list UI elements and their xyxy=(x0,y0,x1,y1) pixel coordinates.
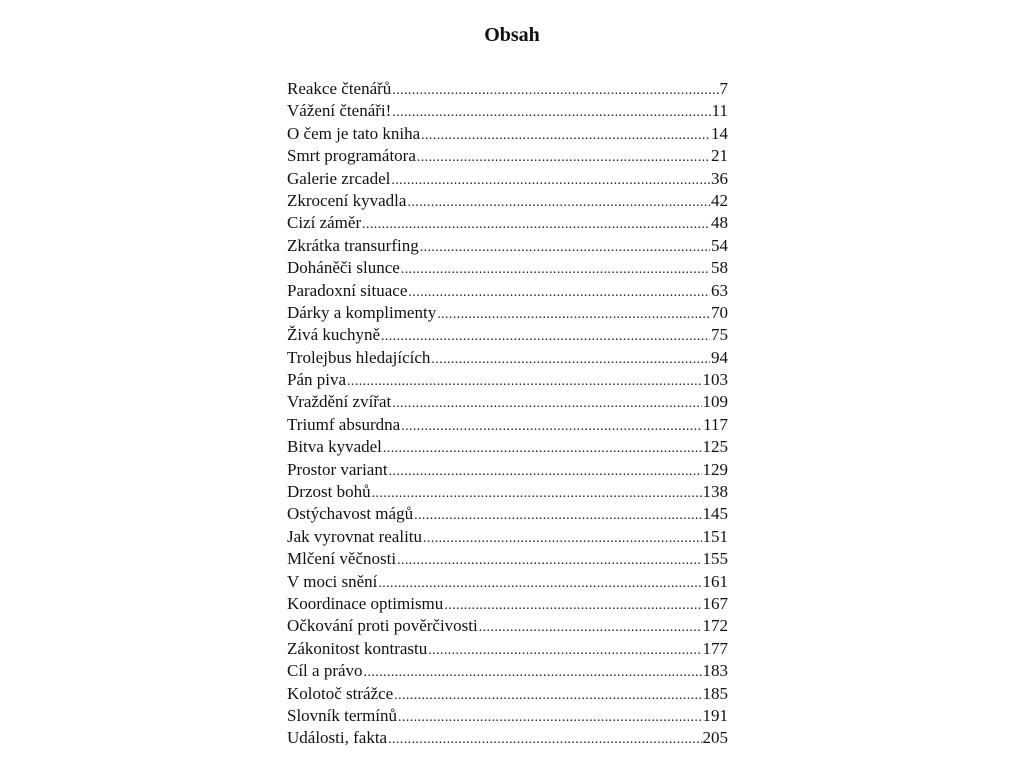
toc-entry-title: Pán piva xyxy=(287,370,347,390)
toc-entry-title: Dárky a komplimenty xyxy=(287,302,437,322)
dot-leader xyxy=(479,617,702,639)
toc-entry-page-number: 48 xyxy=(711,213,728,233)
toc-entry-title: Očkování proti pověrčivosti xyxy=(287,616,478,636)
toc-entry-page-number: 75 xyxy=(711,325,728,345)
dot-leader xyxy=(381,326,710,348)
toc-entry xyxy=(287,683,728,705)
dot-leader xyxy=(401,259,710,281)
toc-entry xyxy=(287,436,728,458)
toc-entry-title: O čem je tato kniha xyxy=(287,123,421,143)
toc-entry-page-number: 185 xyxy=(702,683,728,703)
dot-leader xyxy=(392,393,701,415)
toc-entry-page-number: 109 xyxy=(702,392,728,412)
toc-entry-title: Vážení čtenáři! xyxy=(287,101,392,121)
toc-entry-page-number: 58 xyxy=(711,258,728,278)
dot-leader xyxy=(391,170,710,192)
toc-entry xyxy=(287,302,728,324)
dot-leader xyxy=(428,640,701,662)
toc-entry xyxy=(287,481,728,503)
toc-entry-page-number: 155 xyxy=(702,549,728,569)
toc-entry-title: Ostýchavost mágů xyxy=(287,504,414,524)
toc-entry xyxy=(287,369,728,391)
toc-entry-page-number: 7 xyxy=(719,79,728,98)
toc-entry xyxy=(287,145,728,167)
dot-leader xyxy=(347,371,701,393)
toc-entry-page-number: 151 xyxy=(702,526,728,546)
toc-entry xyxy=(287,78,728,100)
toc-entry-page-number: 42 xyxy=(711,190,728,210)
table-of-contents xyxy=(287,78,728,750)
toc-entry-title: V moci snění xyxy=(287,571,378,591)
dot-leader xyxy=(362,214,710,236)
toc-entry xyxy=(287,548,728,570)
toc-entry-page-number: 205 xyxy=(702,728,728,748)
dot-leader xyxy=(389,461,702,483)
dot-leader xyxy=(421,125,710,147)
toc-entry-page-number: 117 xyxy=(703,414,728,434)
toc-entry-page-number: 70 xyxy=(711,302,728,322)
dot-leader xyxy=(372,483,702,505)
toc-entry xyxy=(287,347,728,369)
toc-entry-title: Mlčení věčnosti xyxy=(287,549,397,569)
toc-entry-title: Prostor variant xyxy=(287,459,388,479)
dot-leader xyxy=(394,685,701,707)
toc-entry-title: Drzost bohů xyxy=(287,482,371,502)
page-title: Obsah xyxy=(484,24,540,47)
dot-leader xyxy=(437,304,710,326)
toc-entry xyxy=(287,526,728,548)
toc-entry-page-number: 14 xyxy=(711,123,728,143)
toc-entry xyxy=(287,705,728,727)
toc-entry-page-number: 63 xyxy=(711,280,728,300)
toc-entry-title: Trolejbus hledajících xyxy=(287,347,431,367)
toc-entry-title: Zkrátka transurfing xyxy=(287,235,419,255)
toc-entry-page-number: 177 xyxy=(702,638,728,658)
dot-leader xyxy=(420,237,710,259)
dot-leader xyxy=(383,438,702,460)
toc-entry-title: Bitva kyvadel xyxy=(287,437,382,457)
dot-leader xyxy=(397,550,701,572)
toc-entry xyxy=(287,503,728,525)
dot-leader xyxy=(392,102,710,124)
toc-entry-page-number: 183 xyxy=(702,661,728,681)
dot-leader xyxy=(423,528,701,550)
toc-entry-title: Zkrocení kyvadla xyxy=(287,190,407,210)
toc-entry xyxy=(287,727,728,749)
toc-entry xyxy=(287,280,728,302)
toc-entry-page-number: 54 xyxy=(711,235,728,255)
toc-entry-page-number: 172 xyxy=(702,616,728,636)
toc-entry-title: Triumf absurdna xyxy=(287,414,401,434)
toc-entry xyxy=(287,459,728,481)
toc-entry-page-number: 36 xyxy=(711,168,728,188)
toc-entry-title: Smrt programátora xyxy=(287,146,416,166)
toc-entry xyxy=(287,168,728,190)
dot-leader xyxy=(378,573,701,595)
toc-entry-title: Vraždění zvířat xyxy=(287,392,392,412)
toc-entry-page-number: 125 xyxy=(702,437,728,457)
toc-entry-title: Koordinace optimismu xyxy=(287,593,444,613)
toc-entry-title: Reakce čtenářů xyxy=(287,79,392,98)
toc-entry xyxy=(287,615,728,637)
dot-leader xyxy=(401,416,702,438)
dot-leader xyxy=(417,147,710,169)
toc-entry-title: Jak vyrovnat realitu xyxy=(287,526,423,546)
toc-entry xyxy=(287,638,728,660)
toc-entry-title: Doháněči slunce xyxy=(287,258,400,278)
toc-entry-title: Paradoxní situace xyxy=(287,280,408,300)
toc-entry-title: Události, fakta xyxy=(287,728,388,748)
dot-leader xyxy=(431,349,710,371)
toc-entry-title: Zákonitost kontrastu xyxy=(287,638,428,658)
toc-entry-page-number: 167 xyxy=(702,593,728,613)
toc-entry xyxy=(287,571,728,593)
toc-entry-page-number: 94 xyxy=(711,347,728,367)
toc-entry-title: Slovník termínů xyxy=(287,705,398,725)
toc-entry xyxy=(287,593,728,615)
dot-leader xyxy=(407,192,710,214)
toc-entry xyxy=(287,212,728,234)
toc-entry-title: Galerie zrcadel xyxy=(287,168,391,188)
toc-entry-title: Kolotoč strážce xyxy=(287,683,394,703)
toc-entry-page-number: 145 xyxy=(702,504,728,524)
toc-entry-title: Cíl a právo xyxy=(287,661,363,681)
toc-entry xyxy=(287,235,728,257)
toc-entry-page-number: 138 xyxy=(702,482,728,502)
dot-leader xyxy=(398,707,701,729)
dot-leader xyxy=(388,729,701,751)
dot-leader xyxy=(408,282,710,304)
dot-leader xyxy=(444,595,701,617)
toc-entry xyxy=(287,660,728,682)
toc-entry xyxy=(287,414,728,436)
toc-entry-page-number: 191 xyxy=(702,705,728,725)
toc-entry-page-number: 103 xyxy=(702,370,728,390)
toc-entry xyxy=(287,190,728,212)
toc-entry xyxy=(287,257,728,279)
toc-entry-title: Cizí záměr xyxy=(287,213,362,233)
toc-entry-page-number: 11 xyxy=(711,101,728,121)
toc-entry xyxy=(287,123,728,145)
toc-entry-page-number: 21 xyxy=(711,146,728,166)
toc-entry-page-number: 161 xyxy=(702,571,728,591)
dot-leader xyxy=(414,505,701,527)
toc-entry xyxy=(287,324,728,346)
dot-leader xyxy=(364,662,702,684)
dot-leader xyxy=(392,80,718,102)
toc-entry xyxy=(287,391,728,413)
toc-entry-title: Živá kuchyně xyxy=(287,325,380,345)
toc-entry xyxy=(287,100,728,122)
toc-entry-page-number: 129 xyxy=(702,459,728,479)
